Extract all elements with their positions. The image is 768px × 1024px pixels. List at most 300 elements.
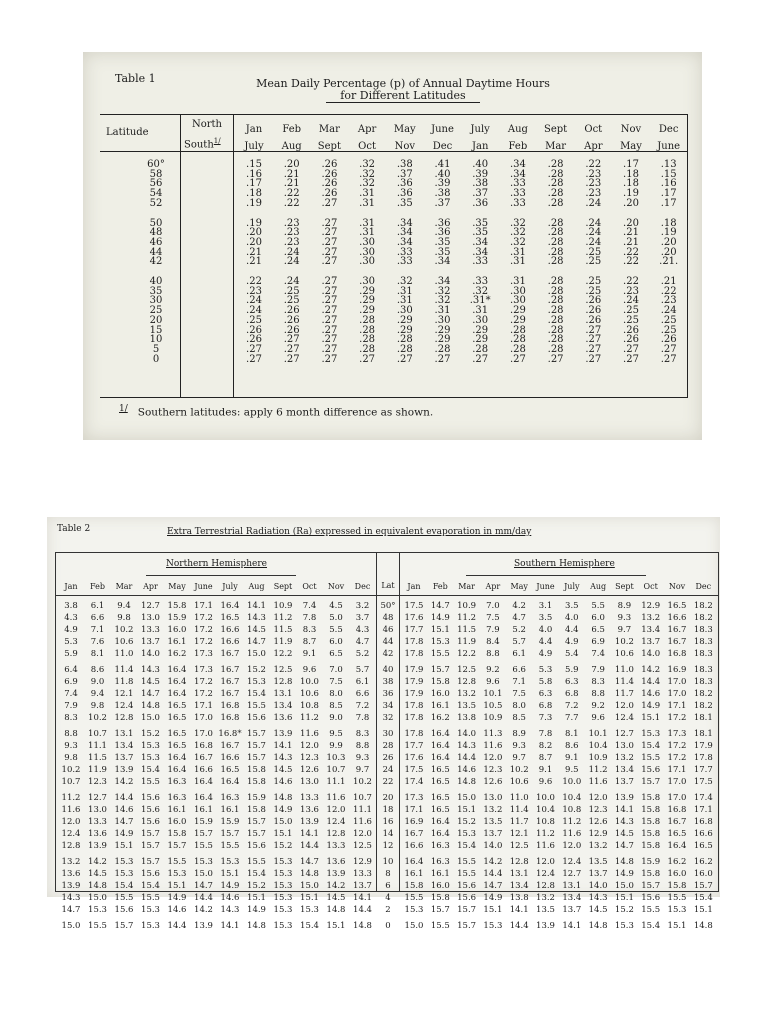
south-cell: 12.2: [457, 649, 477, 659]
north-cell: 3.2: [355, 601, 370, 611]
table-cell: .24: [660, 305, 677, 317]
table-cell: .22: [585, 159, 602, 170]
north-cell: 13.3: [300, 793, 319, 803]
north-cell: 15.9: [247, 793, 266, 803]
south-cell: 10.8: [562, 805, 582, 815]
south-cell: 10.2: [509, 765, 529, 775]
south-cell: 7.9: [591, 665, 605, 675]
south-cell: 14.5: [614, 829, 634, 839]
north-cell: 14.1: [247, 601, 266, 611]
north-cell: 12.8: [61, 841, 81, 851]
month-column: [347, 160, 387, 364]
north-cell: 13.4: [273, 701, 293, 711]
table-cell: .24: [246, 305, 262, 317]
table-row: [56, 752, 718, 764]
north-cell: 16.5: [167, 713, 187, 723]
month-north: Feb: [282, 124, 302, 135]
south-cell: 11.9: [457, 637, 477, 647]
table-cell: .28: [547, 343, 564, 355]
south-cell: 16.2: [430, 713, 450, 723]
south-cell: 16.9: [404, 817, 424, 827]
north-cell: 15.5: [220, 841, 240, 851]
south-cell: 14.7: [483, 881, 503, 891]
north-cell: 12.8: [326, 829, 346, 839]
north-cell: 7.6: [90, 637, 105, 647]
south-cell: 15.8: [641, 793, 661, 803]
latitude-label: 4: [385, 893, 391, 903]
north-cell: 15.5: [247, 857, 266, 867]
month-header-3: [347, 121, 387, 155]
south-cell: 10.6: [614, 649, 634, 659]
south-cell: 6.1: [512, 649, 526, 659]
table-cell: .25: [246, 314, 262, 326]
table-row: [56, 764, 718, 776]
north-cell: 16.4: [167, 753, 187, 763]
table-cell: .28: [547, 178, 564, 190]
table-cell: .28: [547, 305, 564, 317]
south-cell: 15.6: [457, 881, 477, 891]
north-cell: 16.7: [220, 741, 240, 751]
north-cell: 11.6: [300, 729, 319, 739]
north-cell: 14.9: [247, 905, 266, 915]
south-cell: 13.7: [483, 829, 503, 839]
south-cell: 5.9: [565, 665, 579, 675]
north-cell: 15.7: [141, 829, 160, 839]
latitude-label: 35: [149, 285, 163, 297]
north-cell: 17.0: [194, 713, 213, 723]
table-cell: .27: [321, 305, 338, 317]
latitude-label: 40: [382, 665, 394, 675]
north-cell: 16.6: [220, 625, 240, 635]
north-cell: 15.3: [141, 921, 160, 931]
north-cell: 12.7: [88, 793, 107, 803]
south-cell: 14.0: [483, 841, 503, 851]
north-cell: 15.7: [114, 921, 134, 931]
south-cell: 17.2: [667, 753, 687, 763]
south-cell: 15.8: [404, 881, 424, 891]
north-cell: 11.6: [61, 805, 81, 815]
month-header-south: May: [510, 582, 528, 591]
header-north: North: [191, 119, 222, 130]
table-cell: .28: [509, 324, 526, 336]
north-cell: 14.6: [167, 905, 187, 915]
table1-title-line2: for Different Latitudes: [326, 90, 479, 103]
south-cell: 10.9: [457, 601, 477, 611]
table-cell: .34: [434, 256, 451, 268]
table-cell: .27: [321, 276, 338, 288]
north-cell: 15.1: [326, 921, 346, 931]
table-cell: .23: [246, 285, 262, 297]
south-cell: 15.1: [457, 805, 477, 815]
south-cell: 13.4: [614, 765, 634, 775]
table-cell: .33: [509, 188, 526, 200]
north-cell: 10.8: [300, 701, 319, 711]
table-cell: .32: [509, 227, 526, 239]
month-header-south: Nov: [668, 582, 686, 591]
table-cell: .27: [623, 343, 639, 355]
north-cell: 16.8*: [218, 729, 242, 739]
table-row: [56, 816, 718, 828]
table-row: [56, 636, 718, 648]
table-cell: .27: [321, 314, 338, 326]
divider: [146, 575, 296, 576]
table-cell: .36: [472, 197, 489, 209]
month-south: Dec: [432, 141, 453, 152]
table-cell: .25: [585, 246, 602, 258]
table-cell: .27: [246, 353, 262, 365]
table-cell: .26: [660, 334, 677, 346]
latitude-label: 26: [382, 753, 394, 763]
latitude-label: 42: [149, 256, 163, 268]
north-cell: 15.3: [141, 905, 160, 915]
north-cell: 15.1: [114, 841, 134, 851]
north-cell: 12.4: [61, 829, 81, 839]
north-cell: 15.4: [141, 881, 160, 891]
latitude-label: 48: [149, 227, 163, 239]
month-header-5: [423, 121, 463, 155]
north-cell: 16.5: [167, 729, 187, 739]
south-cell: 13.2: [457, 689, 477, 699]
north-cell: 14.9: [273, 805, 293, 815]
table-cell: .27: [434, 353, 451, 365]
north-cell: 11.1: [326, 777, 346, 787]
south-cell: 6.8: [565, 689, 579, 699]
south-cell: 11.6: [536, 841, 555, 851]
south-cell: 16.7: [404, 829, 424, 839]
south-cell: 15.8: [641, 841, 661, 851]
south-cell: 18.2: [693, 601, 713, 611]
table-cell: .25: [283, 285, 300, 297]
table-cell: .37: [396, 168, 413, 180]
table-cell: .22: [283, 188, 300, 200]
table-cell: .21: [246, 246, 262, 258]
table-cell: .26: [321, 188, 338, 200]
south-cell: 8.5: [512, 713, 526, 723]
north-cell: 14.4: [353, 905, 372, 915]
table-cell: .27: [321, 246, 338, 258]
north-cell: 12.5: [273, 665, 293, 675]
table-cell: .24: [585, 227, 602, 239]
south-cell: 14.9: [483, 893, 503, 903]
south-cell: 16.7: [667, 625, 687, 635]
latitude-label: 48: [382, 613, 394, 623]
north-cell: 13.0: [88, 805, 107, 815]
latitude-label: 46: [149, 236, 163, 248]
north-cell: 15.5: [114, 893, 134, 903]
table-cell: .29: [434, 334, 451, 346]
north-cell: 15.0: [88, 893, 107, 903]
table-cell: .21: [283, 168, 300, 180]
month-south: Sept: [317, 141, 341, 152]
north-cell: 16.8: [220, 713, 240, 723]
north-cell: 13.4: [114, 741, 134, 751]
latitude-label: 2: [385, 905, 391, 915]
south-cell: 14.2: [483, 857, 503, 867]
south-cell: 10.2: [614, 637, 634, 647]
north-cell: 14.7: [194, 881, 213, 891]
north-cell: 12.6: [300, 765, 319, 775]
month-south: Nov: [394, 141, 415, 152]
north-cell: 10.7: [326, 765, 346, 775]
south-cell: 18.2: [693, 689, 713, 699]
south-cell: 8.6: [565, 741, 579, 751]
divider: [56, 595, 718, 596]
north-cell: 3.8: [64, 601, 78, 611]
table1-title-line1: Mean Daily Percentage (p) of Annual Daytime Hours: [256, 77, 550, 90]
table-cell: .28: [359, 324, 376, 336]
south-cell: 13.5: [457, 701, 477, 711]
north-cell: 15.0: [61, 921, 81, 931]
north-cell: 9.4: [90, 689, 105, 699]
south-cell: 6.6: [512, 665, 526, 675]
month-header-south: Apr: [485, 582, 501, 591]
latitude-label: 6: [385, 881, 391, 891]
south-cell: 12.0: [483, 753, 503, 763]
month-south: July: [244, 141, 264, 152]
south-cell: 18.3: [693, 665, 713, 675]
table-cell: .31: [359, 227, 376, 239]
south-cell: 15.5: [457, 869, 477, 879]
south-cell: 11.7: [509, 817, 529, 827]
month-column: [309, 160, 349, 364]
south-cell: 15.8: [430, 677, 450, 687]
table-row: [56, 664, 718, 676]
north-cell: 8.6: [90, 665, 105, 675]
north-cell: 6.6: [355, 689, 370, 699]
south-cell: 18.3: [693, 625, 713, 635]
south-cell: 5.2: [512, 625, 526, 635]
table-cell: .37: [434, 197, 451, 209]
south-cell: 16.5: [667, 601, 687, 611]
north-cell: 10.6: [300, 689, 319, 699]
month-header-south: Mar: [458, 582, 475, 591]
south-cell: 10.6: [509, 777, 529, 787]
south-cell: 17.5: [404, 765, 424, 775]
south-cell: 15.8: [641, 869, 661, 879]
south-cell: 9.7: [617, 625, 632, 635]
south-cell: 12.8: [509, 857, 529, 867]
south-cell: 8.8: [591, 689, 605, 699]
latitude-column: [136, 160, 176, 364]
month-header-0: [234, 121, 274, 155]
north-cell: 7.8: [302, 613, 317, 623]
table-cell: .31: [434, 305, 451, 317]
table-cell: .25: [283, 295, 300, 307]
table-cell: .30: [509, 285, 526, 297]
table-cell: .28: [547, 256, 564, 268]
month-header-9: [573, 121, 613, 155]
north-cell: 14.5: [88, 869, 107, 879]
table-cell: .17: [660, 188, 677, 200]
north-cell: 15.3: [141, 741, 160, 751]
north-cell: 15.3: [88, 905, 107, 915]
table-cell: .20: [623, 217, 639, 229]
north-cell: 13.6: [61, 869, 81, 879]
south-cell: 9.2: [591, 701, 605, 711]
table-cell: .22: [246, 276, 262, 288]
latitude-label: 60°: [147, 159, 165, 170]
south-cell: 12.1: [509, 829, 529, 839]
north-cell: 16.3: [167, 777, 187, 787]
north-cell: 14.4: [167, 921, 187, 931]
south-cell: 10.1: [483, 689, 503, 699]
south-cell: 16.1: [430, 869, 450, 879]
north-cell: 13.1: [273, 689, 293, 699]
month-header-north: May: [168, 582, 186, 591]
north-cell: 15.0: [247, 649, 266, 659]
latitude-label: 25: [149, 305, 163, 317]
table-cell: .28: [547, 168, 564, 180]
south-cell: 4.2: [512, 601, 526, 611]
north-cell: 9.4: [117, 601, 131, 611]
south-cell: 17.0: [667, 689, 687, 699]
north-cell: 16.0: [167, 625, 187, 635]
north-cell: 15.2: [141, 729, 160, 739]
month-header-north: Sept: [273, 582, 293, 591]
south-cell: 12.8: [536, 881, 555, 891]
month-north: Nov: [620, 124, 642, 135]
south-cell: 16.8: [667, 805, 687, 815]
month-column: [498, 160, 538, 364]
south-cell: 8.1: [565, 729, 579, 739]
south-cell: 15.4: [457, 841, 477, 851]
table-row: [56, 904, 718, 916]
north-cell: 4.9: [64, 625, 78, 635]
north-cell: 16.3: [167, 793, 187, 803]
north-cell: 15.7: [141, 857, 160, 867]
north-cell: 15.0: [300, 881, 319, 891]
south-cell: 17.4: [404, 777, 424, 787]
month-header-1: [272, 121, 312, 155]
table-cell: .33: [396, 246, 413, 258]
north-cell: 14.1: [300, 829, 319, 839]
table-row: [56, 868, 718, 880]
north-cell: 14.0: [141, 649, 160, 659]
south-cell: 15.1: [667, 921, 687, 931]
month-column: [573, 160, 613, 364]
table-cell: .32: [472, 285, 489, 297]
south-cell: 15.0: [404, 921, 424, 931]
footnote-text: Southern latitudes: apply 6 month difference as shown.: [137, 406, 434, 419]
north-cell: 10.2: [61, 765, 81, 775]
table-row: [56, 892, 718, 904]
table-cell: .25: [660, 314, 677, 326]
month-header-south: Oct: [643, 582, 658, 591]
north-cell: 8.1: [90, 649, 105, 659]
table-cell: .17: [623, 159, 639, 170]
south-cell: 17.0: [667, 793, 687, 803]
north-cell: 15.3: [273, 893, 293, 903]
north-cell: 5.0: [329, 613, 343, 623]
south-cell: 7.9: [486, 625, 500, 635]
south-cell: 15.3: [483, 921, 503, 931]
north-cell: 12.4: [114, 701, 134, 711]
table-cell: .27: [321, 343, 338, 355]
south-cell: 6.3: [538, 689, 553, 699]
table-cell: .26: [283, 324, 300, 336]
south-cell: 10.9: [483, 713, 503, 723]
south-cell: 15.5: [641, 753, 661, 763]
north-cell: 15.8: [167, 601, 187, 611]
table-cell: .23: [585, 188, 602, 200]
north-cell: 12.8: [273, 677, 293, 687]
month-north: Sept: [543, 124, 568, 135]
south-cell: 8.8: [486, 649, 500, 659]
table-row: [56, 624, 718, 636]
south-cell: 15.5: [404, 893, 424, 903]
north-cell: 7.5: [329, 677, 343, 687]
south-cell: 15.7: [641, 777, 661, 787]
south-cell: 15.3: [641, 729, 661, 739]
south-cell: 13.4: [641, 625, 661, 635]
table-cell: .26: [585, 314, 602, 326]
month-header-north: Aug: [248, 582, 265, 591]
south-cell: 8.4: [486, 637, 500, 647]
month-north: Oct: [584, 124, 603, 135]
table-cell: .36: [434, 227, 451, 239]
table-cell: .28: [509, 343, 526, 355]
south-cell: 13.5: [536, 905, 555, 915]
table-cell: .18: [623, 168, 639, 180]
latitude-label: 34: [382, 701, 394, 711]
table-cell: .27: [283, 334, 300, 346]
latitude-label: 46: [382, 625, 394, 635]
north-cell: 6.9: [64, 677, 78, 687]
table-cell: .23: [623, 285, 639, 297]
table-cell: .21: [623, 236, 639, 248]
north-cell: 16.7: [220, 677, 240, 687]
south-cell: 17.5: [404, 601, 424, 611]
table-cell: .40: [472, 159, 489, 170]
lat-header: Lat: [381, 581, 395, 590]
table-cell: .27: [623, 353, 639, 365]
header-south: [184, 137, 221, 150]
south-cell: 5.4: [565, 649, 579, 659]
table2-label: Table 2: [57, 524, 91, 534]
latitude-label: 44: [382, 637, 394, 647]
table-cell: .27: [585, 324, 602, 336]
south-cell: 11.4: [509, 805, 529, 815]
table-cell: .28: [547, 227, 564, 239]
south-cell: 17.8: [404, 729, 424, 739]
table-cell: .27: [585, 334, 602, 346]
south-cell: 14.3: [614, 817, 634, 827]
table-cell: .27: [283, 353, 300, 365]
north-cell: 10.6: [114, 637, 134, 647]
south-cell: 3.5: [538, 613, 553, 623]
south-cell: 18.2: [693, 701, 713, 711]
header-latitude: Latitude: [106, 127, 149, 138]
south-cell: 9.5: [565, 765, 579, 775]
table-cell: .32: [359, 178, 376, 190]
table-cell: .27: [321, 256, 338, 268]
south-cell: 8.7: [538, 753, 553, 763]
north-cell: 7.8: [355, 713, 370, 723]
south-cell: 13.9: [614, 793, 634, 803]
south-cell: 17.8: [404, 701, 424, 711]
table-cell: .18: [246, 188, 262, 200]
month-south: Oct: [358, 141, 376, 152]
table-cell: .31: [396, 295, 413, 307]
north-cell: 15.1: [247, 893, 266, 903]
table-cell: .21: [623, 227, 639, 239]
month-header-south: July: [564, 582, 580, 591]
south-cell: 18.2: [693, 613, 713, 623]
south-cell: 12.8: [457, 677, 477, 687]
north-cell: 16.3: [220, 793, 240, 803]
north-cell: 13.9: [300, 817, 319, 827]
south-cell: 17.9: [404, 665, 424, 675]
